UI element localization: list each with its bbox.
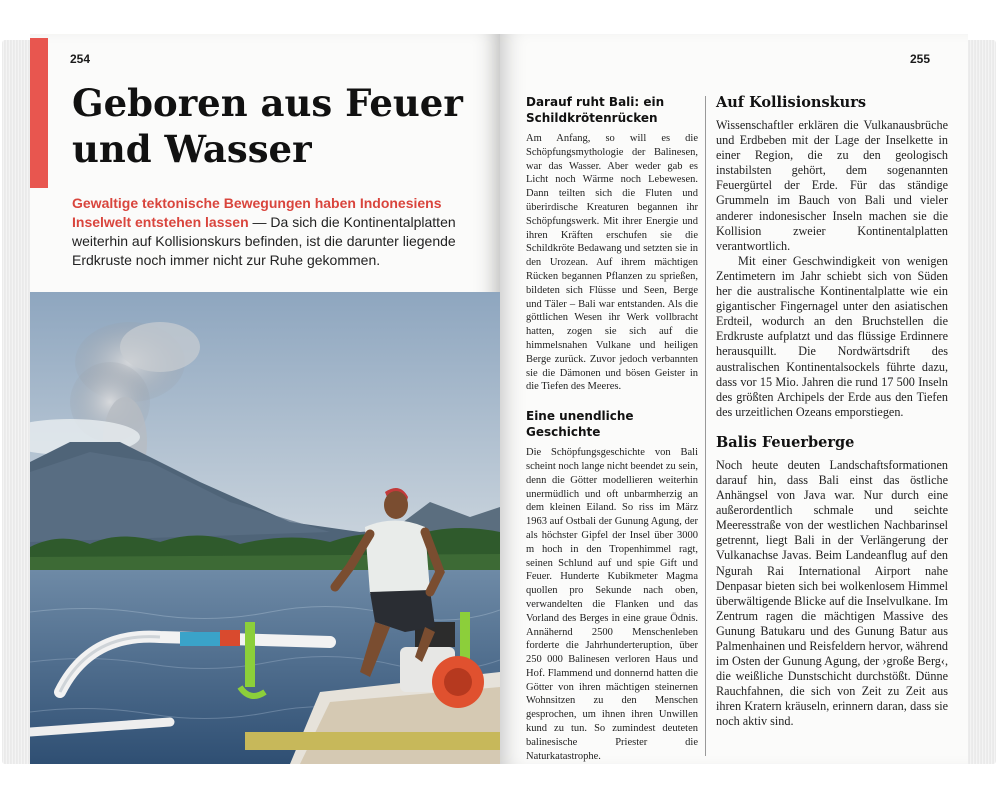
section-text-schildkroetenruecken: Am Anfang, so will es die Schöpfungsmythologie der Balinesen, war das Wasser. Aber weder gab es Licht noch Wärme noch Lebewesen. Dann teilten sich die Fluten und überirdische Kreaturen begannen ihr Schöpfungswerk. Mit ihrer Energie und ihren Kräften erschufen sie die Schildkröte Bedawang und setzten sie in den Urozean. Auf ihrem mächtigen Rücken begannen Pflanzen zu sprießen, bildeten sich Flüsse und Seen, Berge und Täler – Bali war entstanden. Als die göttlichen Wesen ihr Werk vollbracht hatten, zogen sie sich auf die himmelsnahen Vulkane und heiligen Berge zurück. Zuvor jedoch verbannten sie die Dämonen und bösen Geister in die Tiefen des Meeres. bbox=[526, 133, 698, 393]
left-page bbox=[30, 34, 500, 764]
section-text-unendliche-geschichte: Die Schöpfungsgeschichte von Bali scheint noch lange nicht beendet zu sein, denn die Götter modellieren weiterhin unermüdlich und oft unbarmherzig an dem kleinen Eiland. So riss im März 1963 auf Ostbali der Gunung Agung, der als höchster Gipfel der Insel über 3000 m hoch in den Tropenhimmel ragt, seinen Schlund auf und spie Gift und Feuer. Hunderte Kubikmeter Magma quollen pro Sekunde nach oben, verwandelten die Flanken und das Vorland des Berges in eine graue Ödnis. Annähernd 2500 Menschenleben forderte die Jahrhunderteruption, über 250 000 Balinesen verloren Haus und Hof. Flammend und donnernd hatten die Götter von ihren mächtigen steinernen Wohnsitzen zu den Menschen gesprochen, um ihnen ihren Unwillen kund zu tun. So zumindest deuteten balinesische Priester die Naturkatastrophe. bbox=[526, 447, 698, 762]
book-edge-right bbox=[966, 40, 996, 764]
section-title-feuerberge: Balis Feuerberge bbox=[716, 433, 855, 451]
intro-paragraph bbox=[72, 194, 490, 270]
middle-column bbox=[526, 94, 698, 763]
section-title-unendliche-geschichte: Eine unendliche Geschichte bbox=[526, 409, 634, 440]
page-number-left: 254 bbox=[70, 52, 91, 66]
intro-lead: Gewaltige tektonische Bewegungen haben Indonesiens Inselwelt entstehen lassen bbox=[72, 195, 442, 230]
page-number-right: 255 bbox=[909, 52, 930, 66]
page-headline: Geboren aus Feuer und Wasser bbox=[72, 81, 463, 171]
section-title-kollisionskurs: Auf Kollisionskurs bbox=[716, 94, 866, 111]
book-edge-left bbox=[2, 40, 32, 764]
section-text-kollisionskurs-1: Wissenschaftler erklären die Vulkanausbrüche und Erdbeben mit der Lage der Inselkette in einer Region, die zu den geologisch instabilsten gehört, dem sogenannten Feuergürtel der Erde. Für das ständige Grummeln im Bauch von Bali und vieler anderer indonesischer Inseln machen sie die Kollision zweier Kontinentalplatten verantwortlich. bbox=[716, 118, 948, 253]
column-divider bbox=[705, 96, 706, 756]
section-text-feuerberge: Noch heute deuten Landschaftsformationen darauf hin, dass Bali einst das östliche Anhängsel von Java war. Nur durch eine außerordentlich schmale und seichte Meeresstraße von der westlichen Nachbarinsel getrennt, liegt Bali in der Verlängerung der Vulkanachse Javas. Beim Landeanflug auf den Ngurah Rai International Airport nahe Denpasar bieten sich bei wolkenlosem Himmel überwältigende Blicke auf die Inselvulkane. Im Zentrum ragen die mächtigen Massive des Gunung Batukaru und des Gunung Batur aus Palmenhainen und Reisfeldern hervor, während im Osten der Gunung Agung, der ›große Berg‹, die weißliche Dunstschicht durchstößt. Dünne Rauchfahnen, die sich von Zeit zu Zeit aus ihren Kratern kräuseln, erinnern daran, dass sie noch aktiv sind. bbox=[716, 457, 949, 729]
section-title-schildkroetenruecken: Darauf ruht Bali: ein Schildkrötenrücken bbox=[526, 95, 665, 125]
section-text-kollisionskurs-2: Mit einer Geschwindigkeit von wenigen Zentimetern im Jahr schiebt sich von Süden her die australische Kontinentalplatte wie ein gigantischer Fingernagel unter den asiatischen Erdteil, wodurch an den Bruchstellen die Erdkruste aufplatzt und das flüssige Erdinnere herausquillt. Die Nordwärtsdrift des australischen Kontinentalsockels führte dazu, dass vor 15 Mio. Jahren die rund 17 500 Inseln des größten Archipels der Erde aus den Tiefen des urzeitlichen Ozeans emporstiegen. bbox=[716, 253, 948, 419]
volcano-boat-photo bbox=[30, 292, 500, 764]
photo-illustration bbox=[30, 292, 500, 764]
accent-bar bbox=[30, 38, 48, 188]
right-column bbox=[716, 94, 948, 730]
right-page bbox=[500, 34, 968, 764]
intro-rest: — Da sich die Kontinentalplatten weiterhin auf Kollisionskurs befinden, ist die darunter liegende Erdkruste noch immer nicht zur Ruhe gekommen. bbox=[72, 214, 456, 268]
